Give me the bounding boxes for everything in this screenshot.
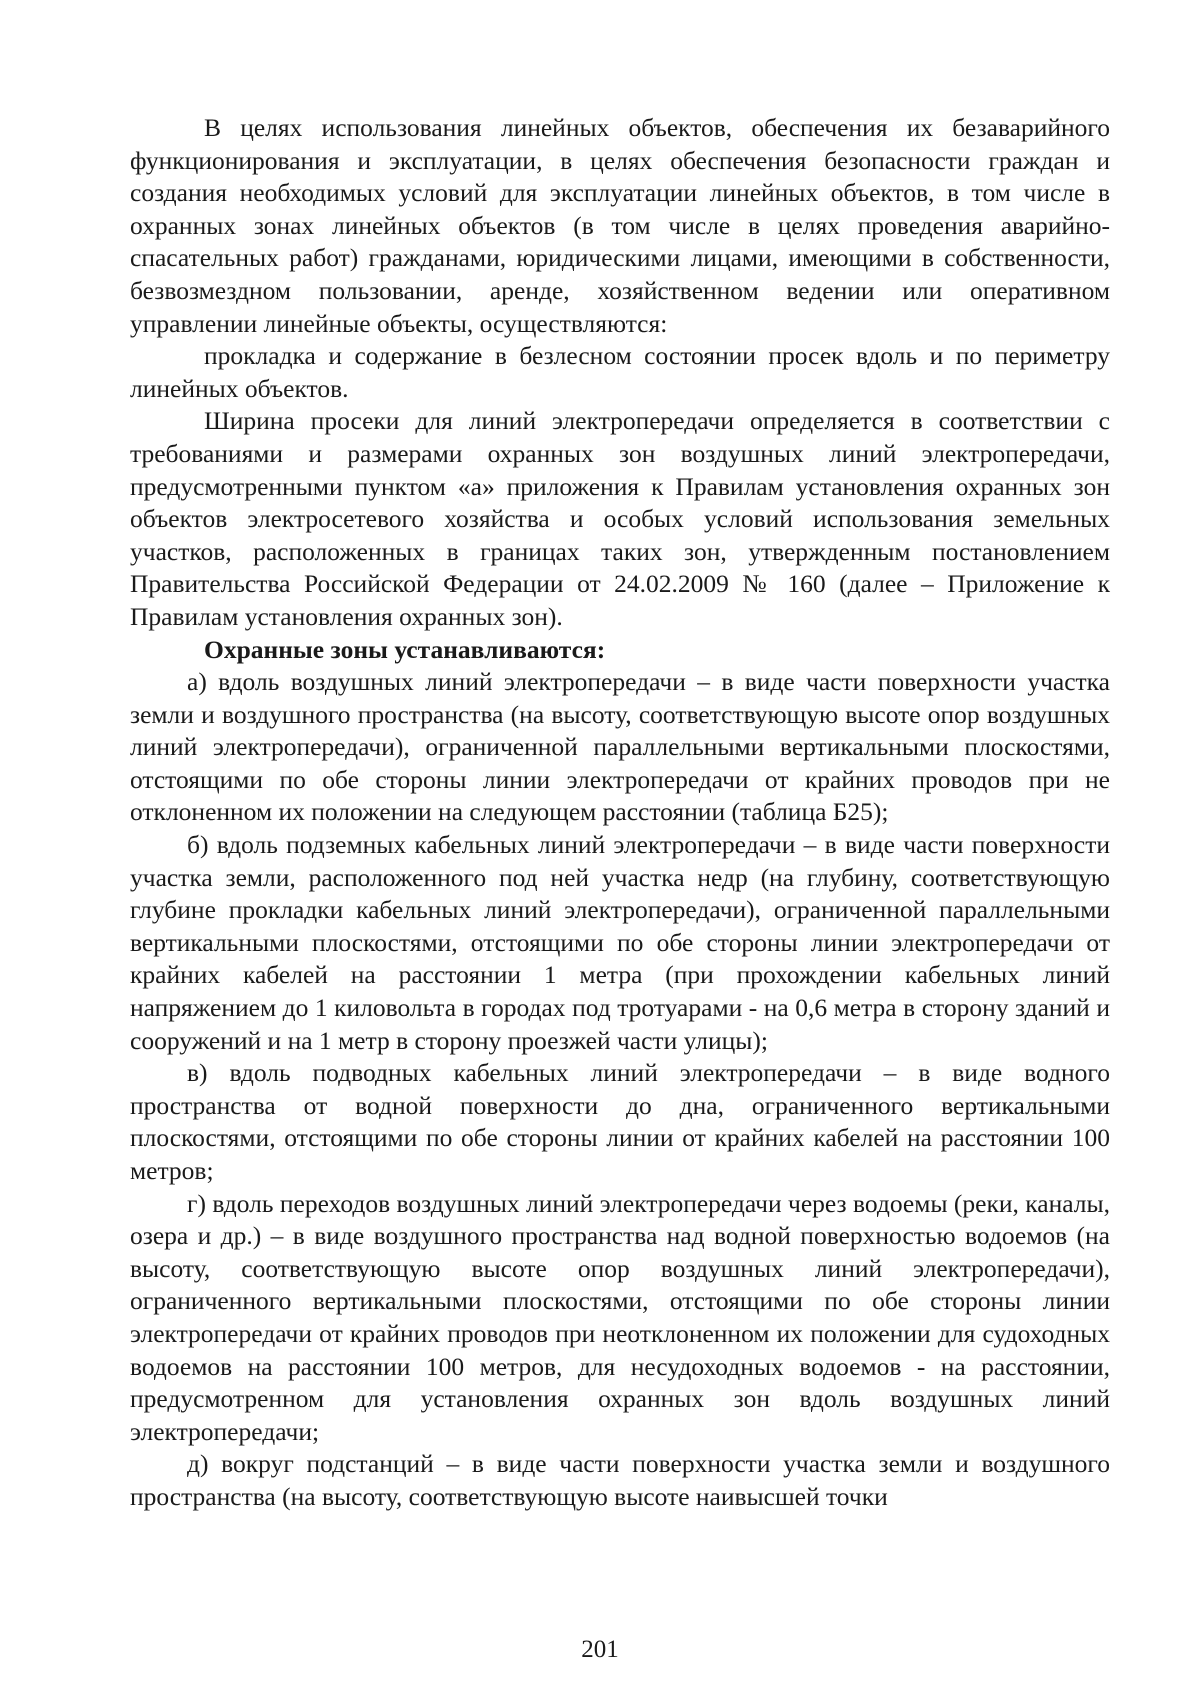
list-item-a: а) вдоль воздушных линий электропередачи – в виде части поверхности участка земли и воздушного пространства (на высоту, соответствующую высоте опор воздушных линий электропередачи), ограниченной параллельными вертикальными плоскостями, отстоящими по обе стороны линии электропередачи от крайних проводов при не отклоненном их положении на следующем расстоянии (таблица Б25); (130, 667, 1110, 827)
list-item-b: б) вдоль подземных кабельных линий электропередачи – в виде части поверхности участка земли, расположенного под ней участка недр (на глубину, соответствующую глубине прокладки кабельных линий электропередачи), ограниченной параллельными вертикальными плоскостями, отстоящими по обе стороны линии электропередачи от крайних кабелей на расстоянии 1 метра (при прохождении кабельных линий напряжением до 1 киловольта в городах под тротуарами - на 0,6 метра в сторону зданий и сооружений и на 1 метр в сторону проезжей части улицы); (130, 830, 1110, 1055)
list-item-g: г) вдоль переходов воздушных линий электропередачи через водоемы (реки, каналы, озера и др.) – в виде воздушного пространства над водной поверхностью водоемов (на высоту, соответствующую высоте опор воздушных линий электропередачи), ограниченного вертикальными плоскостями, отстоящими по обе стороны линии электропередачи от крайних проводов при неотклоненном их положении для судоходных водоемов на расстоянии 100 метров, для несудоходных водоемов - на расстоянии, предусмотренном для установления охранных зон вдоль воздушных линий электропередачи; (130, 1188, 1110, 1446)
list-item-d: д) вокруг подстанций – в виде части поверхности участка земли и воздушного пространства (на высоту, соответствующую высоте наивысшей точки (130, 1449, 1110, 1511)
page-number: 201 (581, 1636, 619, 1663)
paragraph-clearing-width: Ширина просеки для линий электропередачи определяется в соответствии с требованиями и размерами охранных зон воздушных линий электропередачи, предусмотренными пунктом «а» приложения к Правилам установления охранных зон объектов электросетевого хозяйства и особых условий использования земельных участков, расположенных в границах таких зон, утвержденным постановлением Правительства Российской Федерации от 24.02.2009 № 160 (далее – Приложение к Правилам установления охранных зон). (130, 406, 1110, 631)
paragraph-purpose: В целях использования линейных объектов, обеспечения их безаварийного функционирования и эксплуатации, в целях обеспечения безопасности граждан и создания необходимых условий для эксплуатации линейных объектов, в том числе в охранных зонах линейных объектов (в том числе в целях проведения аварийно-спасательных работ) гражданами, юридическими лицами, имеющими в собственности, безвозмездном пользовании, аренде, хозяйственном ведении или оперативном управлении линейные объекты, осуществляются: (130, 113, 1110, 338)
body-text (130, 112, 1110, 1514)
section-heading: Охранные зоны устанавливаются: (204, 634, 606, 664)
paragraph-clearing: прокладка и содержание в безлесном состоянии просек вдоль и по периметру линейных объектов. (130, 341, 1110, 403)
list-item-v: в) вдоль подводных кабельных линий электропередачи – в виде водного пространства от водной поверхности до дна, ограниченного вертикальными плоскостями, отстоящими по обе стороны линии от крайних кабелей на расстоянии 100 метров; (130, 1058, 1110, 1185)
